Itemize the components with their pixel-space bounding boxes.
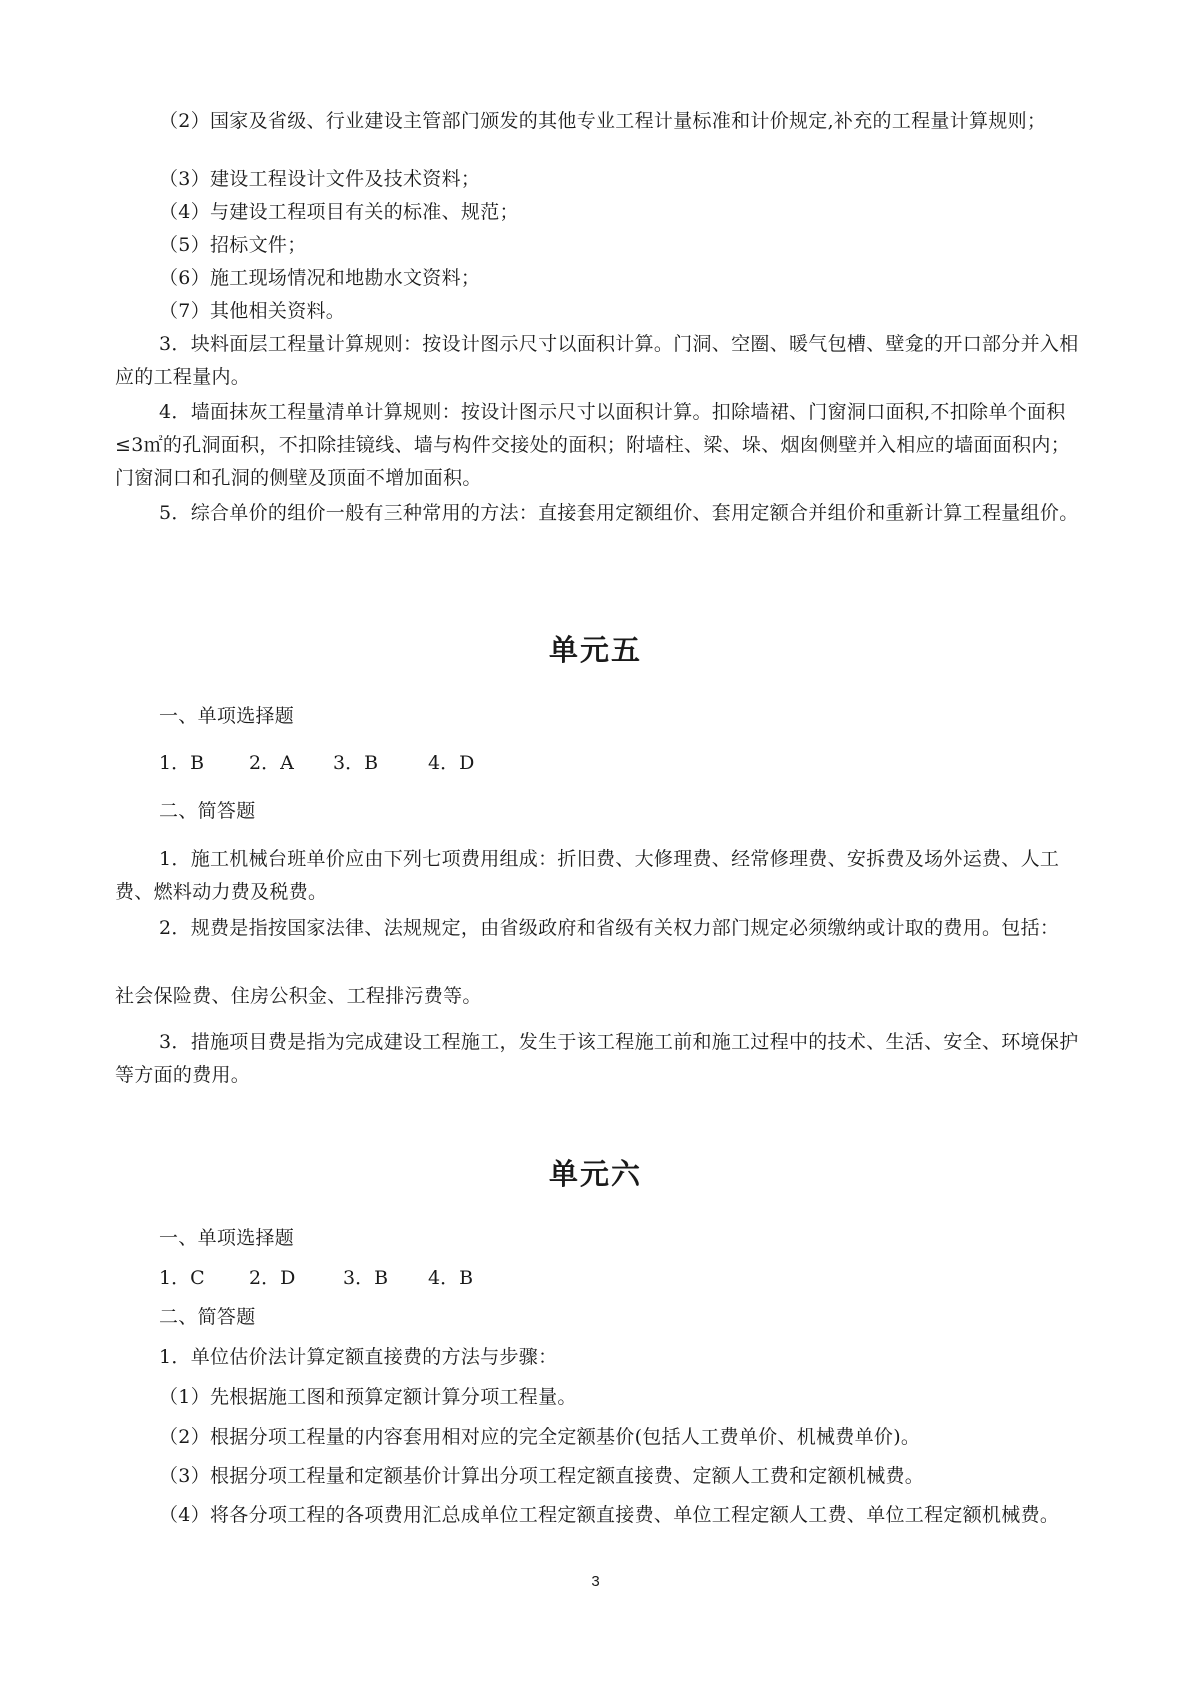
unit6-answer-4: 4．B [428, 1267, 474, 1289]
paragraph-basis-6: （6）施工现场情况和地勘水文资料； [159, 267, 481, 289]
unit5-answer-2: 2．A [249, 752, 294, 774]
paragraph-basis-7: （7）其他相关资料。 [159, 300, 346, 322]
paragraph-answer-4: 4．墙面抹灰工程量清单计算规则：按设计图示尺寸以面积计算。扣除墙裙、门窗洞口面积,不扣除单个面积≤3㎡的孔洞面积，不扣除挂镜线、墙与构件交接处的面积；附墙柱、梁、垛、烟囱侧壁并入相应的墙面面积内；门窗洞口和孔洞的侧壁及顶面不增加面积。 [115, 401, 1071, 489]
unit6-question-1: 1．单位估价法计算定额直接费的方法与步骤： [159, 1346, 558, 1368]
unit5-title: 单元五 [548, 633, 642, 667]
paragraph-basis-3: （3）建设工程设计文件及技术资料； [159, 168, 481, 190]
paragraph-basis-2: （2）国家及省级、行业建设主管部门颁发的其他专业工程计量标准和计价规定,补充的工程量计算规则； [159, 110, 1047, 132]
unit6-answer-row [159, 1262, 473, 1295]
page-number: 3 [591, 1573, 600, 1590]
unit5-mc-heading: 一、单项选择题 [159, 705, 295, 727]
paragraph-basis-4: （4）与建设工程项目有关的标准、规范； [159, 201, 519, 223]
unit6-step-2: （2）根据分项工程量的内容套用相对应的完全定额基价(包括人工费单价、机械费单价)。 [159, 1426, 921, 1448]
unit5-sa-heading: 二、简答题 [159, 800, 256, 822]
unit5-question-3: 3．措施项目费是指为完成建设工程施工，发生于该工程施工前和施工过程中的技术、生活、安全、环境保护等方面的费用。 [115, 1031, 1079, 1086]
unit5-question-1: 1．施工机械台班单价应由下列七项费用组成：折旧费、大修理费、经常修理费、安拆费及场外运费、人工费、燃料动力费及税费。 [115, 848, 1060, 903]
unit5-question-2: 2．规费是指按国家法律、法规规定，由省级政府和省级有关权力部门规定必须缴纳或计取的费用。包括： [159, 917, 1060, 939]
unit6-title: 单元六 [548, 1157, 642, 1191]
unit5-question-2-continued: 社会保险费、住房公积金、工程排污费等。 [115, 985, 482, 1007]
paragraph-answer-3: 3．块料面层工程量计算规则：按设计图示尺寸以面积计算。门洞、空圈、暖气包槽、壁龛的开口部分并入相应的工程量内。 [115, 333, 1079, 388]
unit5-answer-1: 1．B [159, 752, 205, 774]
unit6-step-3: （3）根据分项工程量和定额基价计算出分项工程定额直接费、定额人工费和定额机械费。 [159, 1465, 925, 1487]
unit6-step-4: （4）将各分项工程的各项费用汇总成单位工程定额直接费、单位工程定额人工费、单位工程定额机械费。 [159, 1504, 1060, 1526]
unit6-mc-heading: 一、单项选择题 [159, 1227, 295, 1249]
unit5-answer-4: 4．D [428, 752, 475, 774]
unit5-answer-row [159, 747, 474, 780]
paragraph-basis-5: （5）招标文件； [159, 234, 307, 256]
paragraph-answer-5: 5．综合单价的组价一般有三种常用的方法：直接套用定额组价、套用定额合并组价和重新计算工程量组价。 [159, 502, 1079, 524]
unit6-answer-1: 1．C [159, 1267, 205, 1289]
unit5-answer-3: 3．B [333, 752, 379, 774]
unit6-answer-2: 2．D [249, 1267, 296, 1289]
unit6-sa-heading: 二、简答题 [159, 1306, 256, 1328]
unit6-step-1: （1）先根据施工图和预算定额计算分项工程量。 [159, 1386, 577, 1408]
unit6-answer-3: 3．B [343, 1267, 389, 1289]
